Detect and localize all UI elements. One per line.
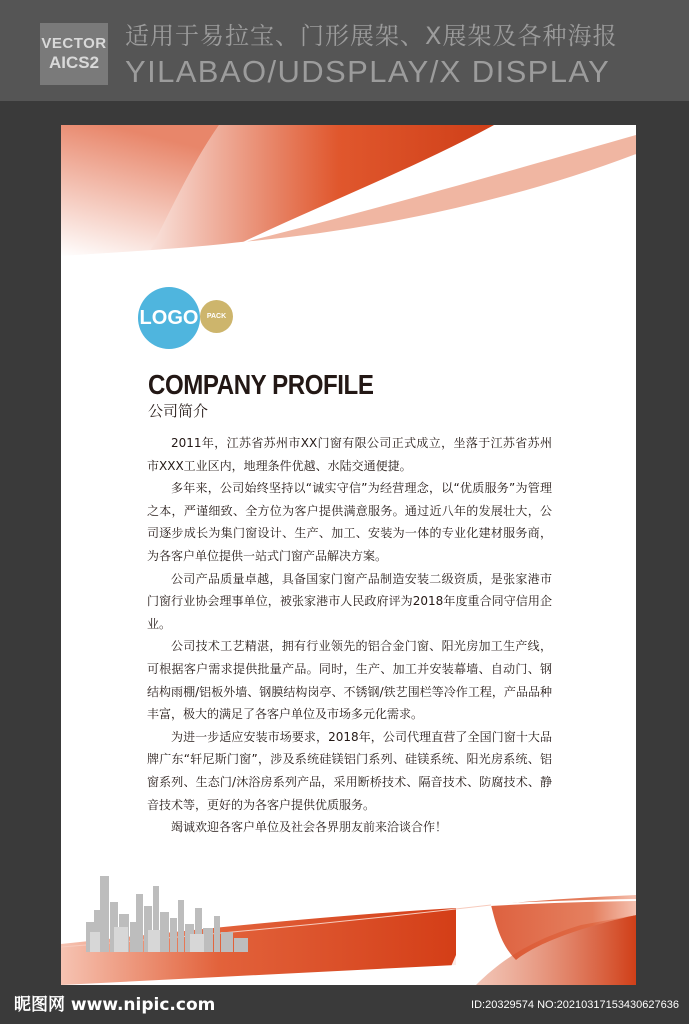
profile-title-en: COMPANY PROFILE: [148, 369, 374, 400]
badge-line1: VECTOR: [41, 35, 107, 52]
badge-line2: AICS2: [48, 53, 100, 72]
profile-paragraph: 公司技术工艺精湛，拥有行业领先的铝合金门窗、阳光房加工生产线，可根据客户需求提供批量产品。同时，生产、加工并安装幕墙、自动门、钢结构雨棚/铝板外墙、钢膜结构岗亭、不锈钢/铁艺围栏等冷作工程，产品品种丰富，极大的满足了各客户单位及市场多元化需求。: [147, 639, 552, 722]
profile-body: [147, 432, 552, 839]
top-banner: [0, 0, 689, 101]
profile-paragraph: 竭诚欢迎各客户单位及社会各界朋友前来洽谈合作！: [171, 820, 448, 835]
nipic-id: ID:20329574 NO:20210317153430627636: [471, 999, 679, 1011]
profile-title-cn: 公司简介: [148, 402, 209, 420]
banner-title-cn: 适用于易拉宝、门形展架、X展架及各种海报: [125, 22, 618, 50]
company-logo: [138, 287, 238, 349]
profile-paragraph: 为进一步适应安装市场要求，2018年，公司代理直营了全国门窗十大品牌广东“轩尼斯门窗”，涉及系统硅镁铝门系列、硅镁系统、阳光房系统、铝窗系列、生态门/沐浴房系列产品，采用断桥技术、隔音技术、防腐技术、静音技术等，更好的为各客户提供优质服务。: [147, 729, 552, 812]
watermark-footer: [0, 986, 689, 1024]
logo-main: LOGO: [138, 287, 200, 349]
banner-title-en: YILABAO/UDSPLAY/X DISPLAY: [125, 54, 611, 89]
profile-paragraph: 多年来，公司始终坚持以“诚实守信”为经营理念，以“优质服务”为管理之本，严谨细致、全方位为客户提供满意服务。通过近八年的发展壮大，公司逐步成长为集门窗设计、生产、加工、安装为一体的专业化建材服务商，为各客户单位提供一站式门窗产品解决方案。: [147, 481, 552, 563]
logo-sub: PACK: [200, 300, 233, 333]
city-skyline-graphic: [86, 872, 256, 952]
profile-paragraph: 公司产品质量卓越，具备国家门窗产品制造安装二级资质，是张家港市门窗行业协会理事单位，被张家港市人民政府评为2018年度重合同守信用企业。: [147, 571, 552, 631]
vector-badge: [40, 23, 108, 85]
nipic-watermark: 昵图网 www.nipic.com: [14, 995, 216, 1015]
profile-paragraph: 2011年，江苏省苏州市XX门窗有限公司正式成立，坐落于江苏省苏州市XXX工业区内，地理条件优越、水陆交通便捷。: [147, 436, 552, 473]
